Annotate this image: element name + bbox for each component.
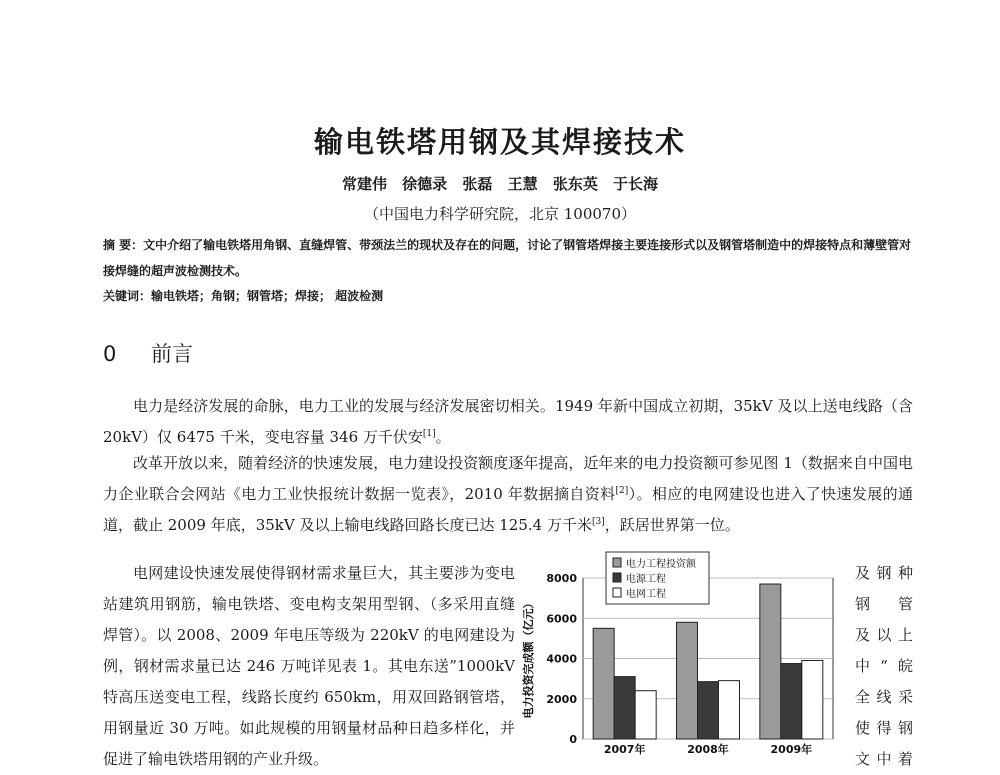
paragraph-2-text-b: ）。相应的电网建设也进入了快速发展的通道，截止 2009 年底，35kV 及以上输电线路回路长度已达 125.4 万千米 [103, 485, 913, 534]
paragraph-1 [103, 391, 913, 453]
x-tick-label: 2008年 [687, 743, 729, 756]
y-axis-label: 电力投资完成额（亿元） [522, 597, 535, 719]
bar [802, 661, 823, 739]
paper-title: 输电铁塔用钢及其焊接技术 [313, 125, 686, 159]
citation-2: [2] [615, 486, 629, 496]
legend-entry: 电网工程 [626, 589, 666, 600]
right-column-text [855, 558, 913, 775]
author-list: 常建伟 徐德录 张磊 王慧 张东英 于长海 [341, 175, 659, 193]
bar [698, 682, 719, 739]
section-number: 0 [103, 342, 117, 366]
legend-entry: 电源工程 [626, 574, 666, 585]
paragraph-2-text-c: ，跃居世界第一位。 [604, 516, 740, 534]
bar [635, 691, 656, 739]
bar [614, 677, 635, 739]
y-tick-label: 6000 [546, 612, 577, 626]
right-line: 文中着 [855, 750, 913, 768]
y-tick-label: 0 [569, 733, 577, 746]
section-heading [103, 338, 193, 368]
legend-entry: 电力工程投资额 [626, 559, 696, 570]
right-line: 使得钢 [855, 719, 913, 737]
paragraph-2-text-a: 改革开放以来，随着经济的快速发展，电力建设投资额度逐年提高，近年来的电力投资额可参见图 1（数据来自中国电力企业联合会网站《电力工业快报统计数据一览表》，2010 年数据摘自资料 [103, 454, 913, 503]
y-tick-label: 4000 [546, 652, 577, 666]
section-title: 前言 [151, 342, 193, 366]
right-line: 全线采 [855, 688, 913, 706]
bar [781, 664, 802, 739]
bar [677, 622, 698, 739]
paragraph-2 [103, 448, 913, 541]
right-line: 中“皖 [855, 657, 913, 675]
y-tick-label: 2000 [546, 692, 577, 706]
x-tick-label: 2007年 [603, 743, 646, 756]
abstract: 摘 要：文中介绍了输电铁塔用角钢、直缝焊管、带颈法兰的现状及存在的问题，讨论了钢管塔焊接主要连接形式以及钢管塔制造中的焊接特点和薄壁管对接焊缝的超声波检测技术。 [103, 238, 912, 278]
legend-swatch [613, 588, 621, 597]
keywords: 关键词：输电铁塔；角钢；钢管塔；焊接； 超波检测 [103, 289, 384, 303]
legend-swatch [613, 573, 621, 582]
citation-3: [3] [591, 517, 605, 527]
paragraph-1-text: 电力是经济发展的命脉，电力工业的发展与经济发展密切相关。1949 年新中国成立初期，35kV 及以上送电线路（含 20kV）仅 6475 千米，变电容量 346 万千伏安 [103, 397, 913, 446]
paragraph-3 [103, 558, 515, 775]
bar [719, 681, 740, 739]
right-line: 及钢种 [855, 564, 913, 582]
affiliation: （中国电力科学研究院，北京 100070） [363, 205, 637, 223]
paragraph-1-end: 。 [435, 428, 451, 446]
y-tick-label: 8000 [546, 572, 577, 585]
right-line: 钢 管 [855, 595, 913, 613]
bar [760, 584, 781, 739]
chart-legend [606, 552, 709, 604]
paragraph-3-text: 电网建设快速发展使得钢材需求量巨大，其主要涉为变电站建筑用钢筋，输电铁塔、变电构支架用型钢、（多采用直缝焊管）。以 2008、2009 年电压等级为 220kV 的电网建设为例，钢材需求量已达 246 万吨详见表 1。其电东送”1000kV 特高压送变电工程，线路长度约 650km，用双回路钢管塔，用钢量近 30 万吨。如此规模的用钢量材品种日趋多样化，并促进了输电铁塔用钢的产业升级。 [103, 564, 515, 768]
x-tick-label: 2009年 [770, 743, 813, 756]
bar [593, 628, 614, 739]
right-line: 及以上 [855, 626, 913, 644]
citation-1: [1] [422, 429, 436, 439]
investment-bar-chart [520, 550, 850, 759]
legend-swatch [613, 558, 621, 567]
